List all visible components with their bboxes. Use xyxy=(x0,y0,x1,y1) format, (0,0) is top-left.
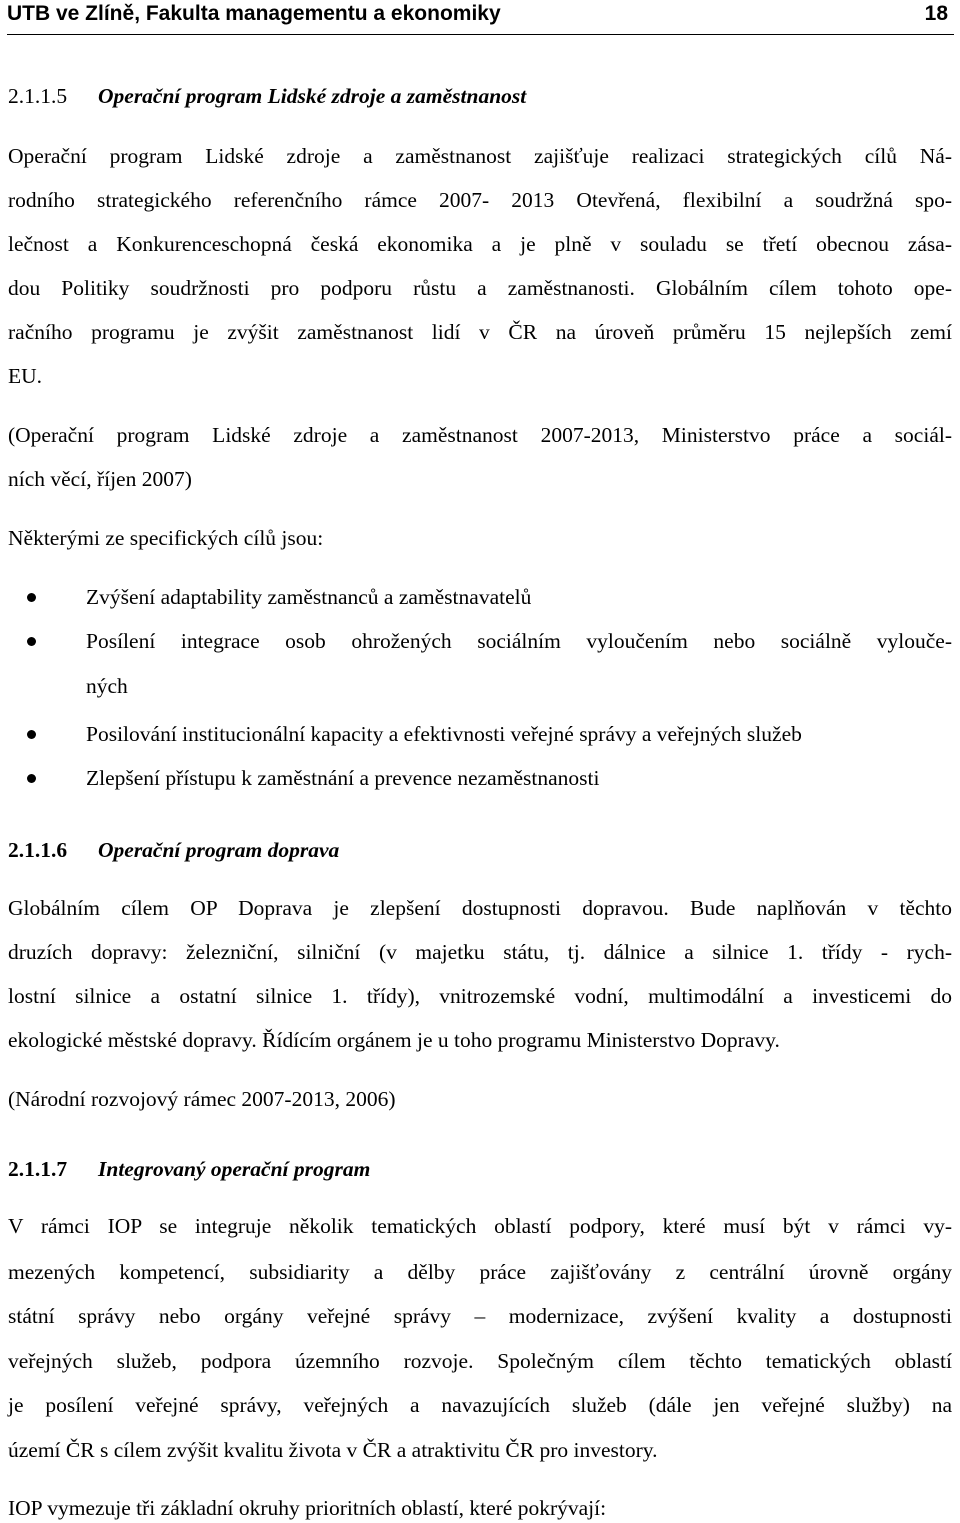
paragraph-line: račního programu je zvýšit zaměstnanost lidí v ČR na úroveň průměru 15 nejlepších zemí xyxy=(8,320,952,344)
bullet-icon xyxy=(27,774,36,783)
list-item: Zlepšení přístupu k zaměstnání a prevence nezaměstnanosti xyxy=(86,766,600,790)
section-title: Operační program Lidské zdroje a zaměstnanost xyxy=(98,84,527,108)
paragraph-line: IOP vymezuje tři základní okruhy prioritních oblastí, které pokrývají: xyxy=(8,1496,607,1520)
paragraph-line: Operační program Lidské zdroje a zaměstnanost zajišťuje realizaci strategických cílů Ná- xyxy=(8,144,952,168)
paragraph-line: veřejných služeb, podpora územního rozvoje. Společným cílem těchto tematických oblastí xyxy=(8,1349,952,1373)
section-number: 2.1.1.6 xyxy=(8,838,68,862)
paragraph-line: státní správy nebo orgány veřejné správy – modernizace, zvýšení kvality a dostupnosti xyxy=(8,1304,952,1328)
paragraph-line: druzích dopravy: železniční, silniční (v majetku státu, tj. dálnice a silnice 1. třídy - rych- xyxy=(8,940,952,964)
paragraph-line: dou Politiky soudržnosti pro podporu růstu a zaměstnanosti. Globálním cílem tohoto ope- xyxy=(8,276,952,300)
bullet-icon xyxy=(27,593,36,602)
paragraph-line: je posílení veřejné správy, veřejných a navazujících služeb (dále jen veřejné služby) na xyxy=(8,1393,952,1417)
section-number: 2.1.1.5 xyxy=(8,84,68,108)
bullet-icon xyxy=(27,730,36,739)
paragraph-line: Globálním cílem OP Doprava je zlepšení dostupnosti dopravou. Bude naplňován v těchto xyxy=(8,896,952,920)
paragraph-line: EU. xyxy=(8,364,43,388)
list-item: Posilování institucionální kapacity a efektivnosti veřejné správy a veřejných služeb xyxy=(86,722,802,746)
section-heading-2-1-1-5 xyxy=(8,82,526,110)
paragraph-line: rodního strategického referenčního rámce 2007- 2013 Otevřená, flexibilní a soudržná spo- xyxy=(8,188,952,212)
page-number: 18 xyxy=(924,2,948,25)
page-header xyxy=(7,0,954,35)
list-intro: Některými ze specifických cílů jsou: xyxy=(8,526,324,550)
citation-line: (Národní rozvojový rámec 2007-2013, 2006) xyxy=(8,1087,396,1111)
paragraph-line: V rámci IOP se integruje několik tematických oblastí podpory, které musí být v rámci vy- xyxy=(8,1214,952,1238)
citation-line: ních věcí, říjen 2007) xyxy=(8,467,192,491)
bullet-icon xyxy=(27,637,36,646)
section-heading-2-1-1-6 xyxy=(8,836,339,864)
paragraph-line: lostní silnice a ostatní silnice 1. třídy), vnitrozemské vodní, multimodální a investicemi do xyxy=(8,984,952,1008)
paragraph-line: mezených kompetencí, subsidiarity a dělby práce zajišťovány z centrální úrovně orgány xyxy=(8,1260,952,1284)
section-title: Integrovaný operační program xyxy=(98,1157,371,1181)
paragraph-line: území ČR s cílem zvýšit kvalitu života v ČR a atraktivitu ČR pro investory. xyxy=(8,1438,658,1462)
section-title: Operační program doprava xyxy=(98,838,340,862)
list-item-continuation: ných xyxy=(86,674,128,698)
list-item: Zvýšení adaptability zaměstnanců a zaměstnavatelů xyxy=(86,585,532,609)
paragraph-line: ekologické městské dopravy. Řídícím orgánem je u toho programu Ministerstvo Dopravy. xyxy=(8,1028,780,1052)
section-number: 2.1.1.7 xyxy=(8,1157,68,1181)
section-heading-2-1-1-7 xyxy=(8,1155,370,1183)
citation-line: (Operační program Lidské zdroje a zaměstnanost 2007-2013, Ministerstvo práce a sociál- xyxy=(8,423,952,447)
header-school-name: UTB ve Zlíně, Fakulta managementu a ekonomiky xyxy=(7,2,501,25)
paragraph-line: lečnost a Konkurenceschopná česká ekonomika a je plně v souladu se třetí obecnou zása- xyxy=(8,232,952,256)
list-item: Posílení integrace osob ohrožených sociálním vyloučením nebo sociálně vylouče- xyxy=(86,629,952,653)
